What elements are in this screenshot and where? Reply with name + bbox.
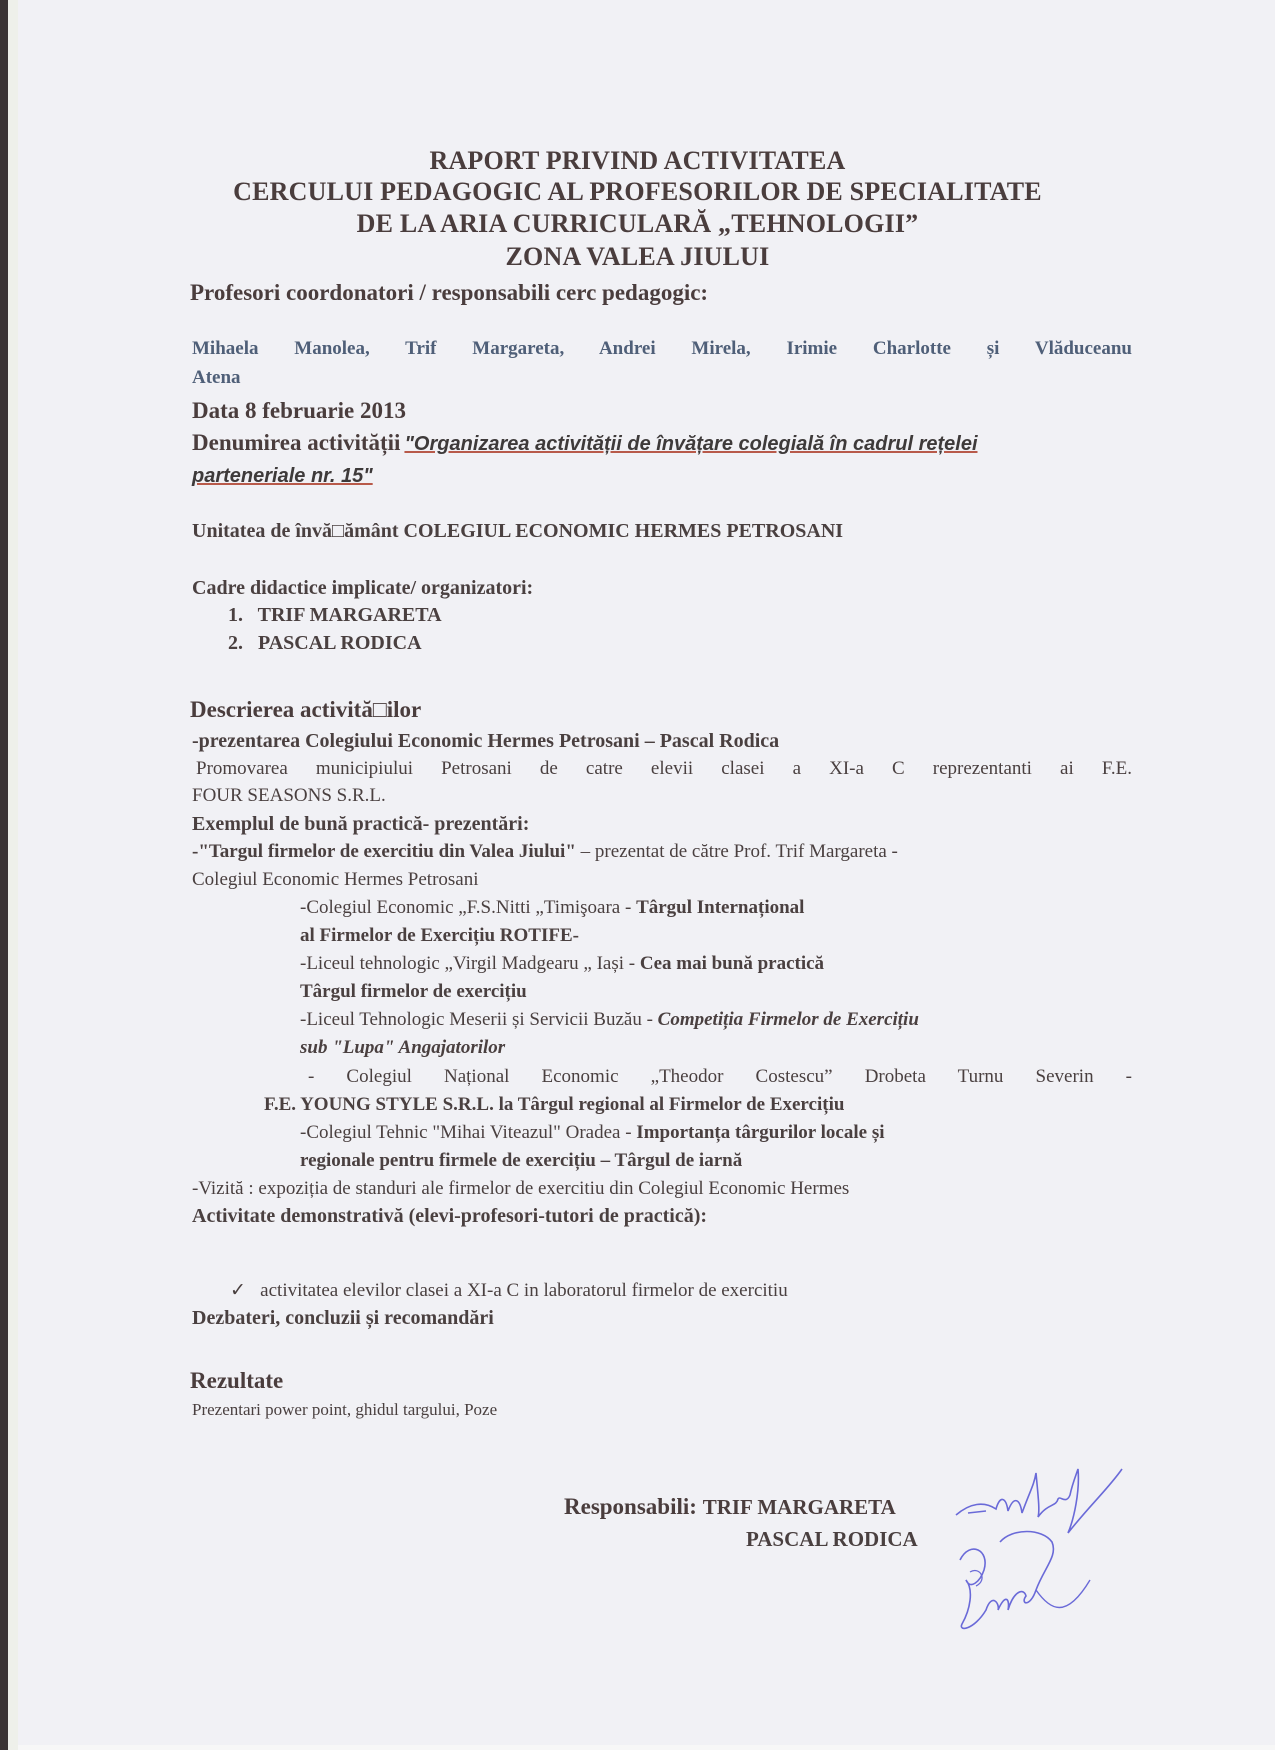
desc-presentation: -prezentarea Colegiului Economic Hermes Petrosani – Pascal Rodica bbox=[192, 730, 780, 752]
example-item bbox=[300, 1122, 1132, 1144]
desc-promo-line-2: FOUR SEASONS S.R.L. bbox=[192, 785, 386, 806]
desc-promo-line-1: Promovarea municipiului Petrosani de catre elevii clasei a XI-a C reprezentanti ai F.E. bbox=[196, 758, 1132, 779]
example-title-cont: regionale pentru firmele de exercițiu – Târgul de iarnă bbox=[300, 1150, 743, 1171]
results-heading: Rezultate bbox=[190, 1368, 284, 1393]
responsible-name: TRIF MARGARETA bbox=[702, 1495, 896, 1519]
good-practice-main-line-2: Colegiul Economic Hermes Petrosani bbox=[192, 869, 479, 890]
results-text: Prezentari power point, ghidul targului, Poze bbox=[192, 1400, 498, 1419]
title-line-1: RAPORT PRIVIND ACTIVITATEA bbox=[429, 146, 846, 175]
example-school: - Colegiul Național Economic „Theodor Costescu” Drobeta Turnu Severin - bbox=[308, 1066, 1132, 1087]
responsible-row bbox=[564, 1494, 896, 1520]
example-title: Importanța târgurilor locale și bbox=[636, 1122, 885, 1143]
coordinators-label: Profesori coordonatori / responsabili cerc pedagogic: bbox=[190, 280, 709, 305]
activity-name-label: Denumirea activității bbox=[192, 430, 401, 455]
title-line-2: CERCULUI PEDAGOGIC AL PROFESORILOR DE SPECIALITATE bbox=[233, 177, 1042, 206]
staff-label: Cadre didactice implicate/ organizatori: bbox=[192, 577, 534, 599]
demo-item-text: activitatea elevilor clasei a XI-a C in laboratorul firmelor de exercitiu bbox=[260, 1280, 788, 1301]
staff-name: TRIF MARGARETA bbox=[257, 604, 442, 626]
example-school: -Liceul tehnologic „Virgil Madgearu „ Iași - bbox=[300, 953, 640, 974]
example-title: Târgul Internațional bbox=[636, 897, 805, 918]
staff-item bbox=[228, 632, 422, 655]
checkmark-icon: ✓ bbox=[230, 1280, 246, 1301]
unit-label: Unitatea de învă□ământ bbox=[192, 520, 399, 542]
demo-item bbox=[230, 1279, 788, 1302]
description-heading: Descrierea activită□ilor bbox=[190, 697, 422, 722]
responsible-label: Responsabili: bbox=[564, 1494, 697, 1519]
date-label: Data 8 februarie 2013 bbox=[192, 398, 406, 423]
example-item bbox=[300, 1009, 919, 1031]
good-practice-label: Exemplul de bună practică- prezentări: bbox=[192, 813, 530, 835]
example-school: -Colegiul Economic „F.S.Nitti „Timişoara - bbox=[300, 897, 637, 918]
good-practice-main-title: -"Targul firmelor de exercitiu din Valea Jiului" bbox=[192, 841, 576, 862]
responsible-name: PASCAL RODICA bbox=[746, 1527, 918, 1551]
signature-pascal bbox=[940, 1520, 1100, 1640]
example-item bbox=[300, 897, 804, 919]
example-title-cont: Târgul firmelor de exercițiu bbox=[300, 981, 527, 1002]
unit-value: COLEGIUL ECONOMIC HERMES PETROSANI bbox=[403, 520, 844, 542]
activity-name bbox=[192, 430, 978, 456]
good-practice-main bbox=[192, 841, 898, 863]
debate-label: Dezbateri, concluzii și recomandări bbox=[192, 1307, 494, 1329]
activity-name-value-line-1: "Organizarea activității de învățare colegială în cadrul rețelei bbox=[404, 433, 978, 455]
example-school: -Liceul Tehnologic Meserii și Servicii Buzău - bbox=[300, 1009, 658, 1030]
example-item bbox=[300, 953, 824, 975]
example-title: Cea mai bună practică bbox=[639, 953, 825, 974]
activity-name-value-line-2: parteneriale nr. 15" bbox=[192, 465, 373, 487]
example-title: F.E. YOUNG STYLE S.R.L. la Târgul regional al Firmelor de Exercițiu bbox=[264, 1094, 845, 1115]
visit-line: -Vizită : expoziția de standuri ale firmelor de exercitiu din Colegiul Economic Hermes bbox=[192, 1178, 850, 1199]
example-title-cont: sub "Lupa" Angajatorilor bbox=[300, 1037, 506, 1058]
title-line-4: ZONA VALEA JIULUI bbox=[505, 242, 770, 271]
coordinators-names-line-1: Mihaela Manolea, Trif Margareta, Andrei Mirela, Irimie Charlotte și Vlăduceanu bbox=[192, 338, 1132, 359]
example-title: Competiția Firmelor de Exercițiu bbox=[657, 1009, 919, 1030]
staff-number: 2. bbox=[228, 632, 243, 654]
staff-item bbox=[228, 604, 442, 627]
staff-number: 1. bbox=[228, 604, 243, 626]
coordinators-names-line-2: Atena bbox=[192, 367, 241, 388]
title-line-3: DE LA ARIA CURRICULARĂ „TEHNOLOGII” bbox=[356, 209, 919, 238]
staff-name: PASCAL RODICA bbox=[258, 632, 422, 654]
demo-label: Activitate demonstrativă (elevi-profesori-tutori de practică): bbox=[192, 1205, 708, 1227]
unit-row bbox=[192, 520, 843, 543]
example-school: -Colegiul Tehnic "Mihai Viteazul" Oradea - bbox=[300, 1122, 637, 1143]
good-practice-main-presenter: – prezentat de către Prof. Trif Margareta - bbox=[575, 841, 898, 862]
example-title-cont: al Firmelor de Exercițiu ROTIFE- bbox=[300, 925, 579, 946]
